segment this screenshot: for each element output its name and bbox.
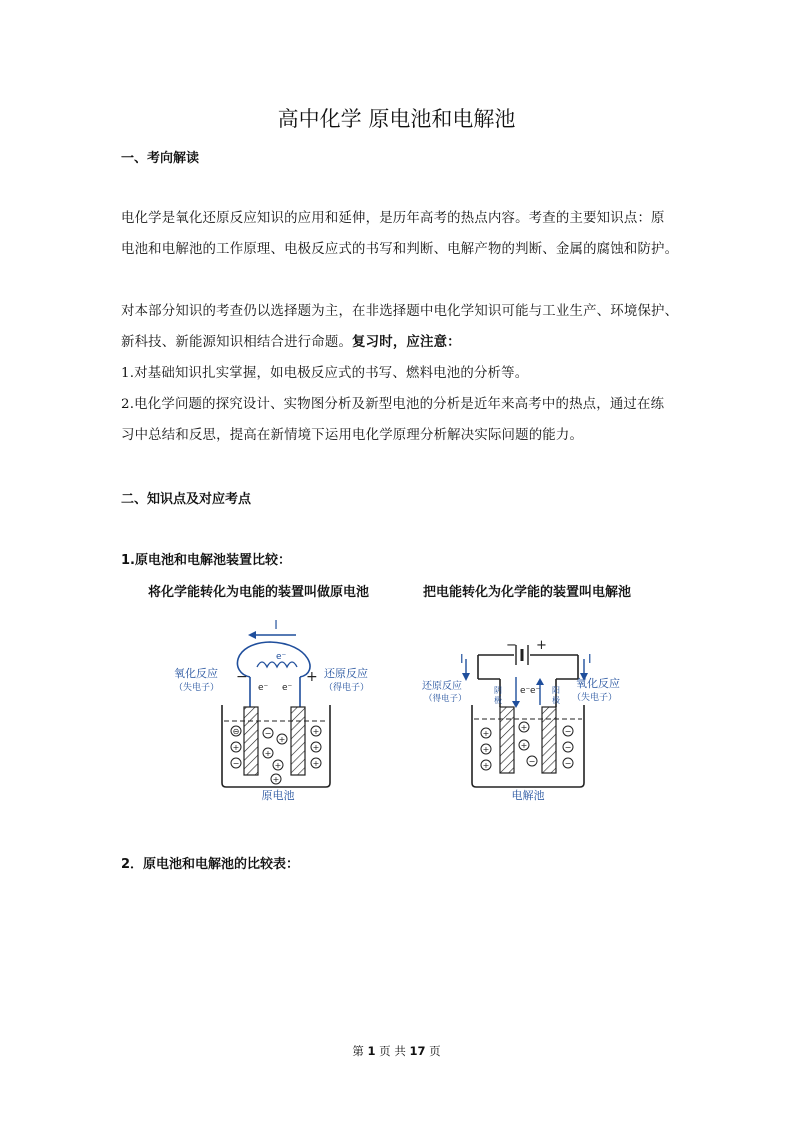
coil bbox=[257, 662, 297, 667]
svg-text:+: + bbox=[312, 759, 320, 768]
electron-right-label: e⁻ bbox=[530, 686, 541, 696]
cathode-electrode bbox=[291, 707, 305, 775]
anode-electrode bbox=[542, 707, 556, 773]
footer-prefix: 第 bbox=[352, 1044, 364, 1058]
electrolytic-cell-diagram bbox=[420, 615, 650, 805]
svg-text:+: + bbox=[520, 741, 528, 750]
footer-page-number: 1 bbox=[367, 1044, 376, 1058]
electron-top-label: e⁻ bbox=[276, 652, 287, 662]
positive-sign: + bbox=[536, 638, 547, 653]
paragraph-2-line-1: 对本部分知识的考查仍以选择题为主，在非选择题中电化学知识可能与工业生产、环境保护、 bbox=[121, 304, 679, 319]
svg-text:−: − bbox=[564, 743, 572, 752]
svg-text:+: + bbox=[232, 743, 240, 752]
paragraph-2-plain: 新科技、新能源知识相结合进行命题。 bbox=[121, 335, 353, 350]
section-1-heading: 一、考向解读 bbox=[121, 151, 200, 166]
cathode-label-1: 阴 bbox=[494, 686, 502, 695]
svg-text:−: − bbox=[564, 759, 572, 768]
cathode-label-2: 极 bbox=[494, 696, 502, 705]
cathode-electrode bbox=[500, 707, 514, 773]
svg-text:+: + bbox=[264, 749, 272, 758]
svg-text:−: − bbox=[264, 729, 272, 738]
oxidation-label: 氧化反应 bbox=[174, 667, 218, 680]
anode-label-1: 阳 bbox=[552, 686, 560, 695]
galvanic-cell-name: 原电池 bbox=[261, 789, 295, 802]
anode-electrode bbox=[244, 707, 258, 775]
subheading-comparison: 1.原电池和电解池装置比较： bbox=[121, 553, 291, 568]
reduction-note: （得电子） bbox=[324, 683, 370, 693]
svg-text:−: − bbox=[528, 757, 536, 766]
current-right-label: I bbox=[588, 652, 592, 666]
reduction-label: 还原反应 bbox=[324, 667, 368, 680]
svg-text:−: − bbox=[232, 759, 240, 768]
negative-sign: − bbox=[236, 669, 248, 685]
svg-text:+: + bbox=[278, 735, 286, 744]
electron-right-label: e⁻ bbox=[282, 683, 293, 693]
electron-left-label: e⁻ bbox=[520, 686, 531, 696]
caption-galvanic: 将化学能转化为电能的装置叫做原电池 bbox=[148, 585, 370, 600]
svg-text:+: + bbox=[482, 745, 490, 754]
external-wire bbox=[237, 642, 310, 677]
paragraph-2-line-2 bbox=[121, 331, 461, 350]
footer-suffix: 页 bbox=[429, 1044, 441, 1058]
reduction-label: 还原反应 bbox=[422, 681, 462, 692]
svg-text:+: + bbox=[274, 761, 282, 770]
positive-sign: + bbox=[306, 669, 318, 685]
svg-text:+: + bbox=[482, 761, 490, 770]
galvanic-cell-diagram bbox=[160, 615, 390, 805]
svg-text:+: + bbox=[272, 775, 280, 784]
negative-sign: − bbox=[506, 638, 517, 653]
oxidation-label: 氧化反应 bbox=[576, 677, 620, 690]
page-footer bbox=[0, 1043, 793, 1059]
svg-text:+: + bbox=[312, 727, 320, 736]
svg-text:+: + bbox=[482, 729, 490, 738]
svg-text:−: − bbox=[564, 727, 572, 736]
svg-text:+: + bbox=[312, 743, 320, 752]
review-note: 复习时，应注意： bbox=[352, 335, 461, 350]
page-title: 高中化学 原电池和电解池 bbox=[277, 107, 516, 131]
electrolytic-cell-name: 电解池 bbox=[511, 789, 545, 802]
reduction-note: （得电子） bbox=[424, 694, 467, 704]
svg-text:⊖: ⊖ bbox=[232, 727, 240, 736]
footer-total-pages: 17 bbox=[409, 1044, 426, 1058]
list-item-2-line-2: 习中总结和反思，提高在新情境下运用电化学原理分析解决实际问题的能力。 bbox=[121, 428, 584, 443]
current-label: I bbox=[274, 618, 278, 632]
paragraph-1-line-1: 电化学是氧化还原反应知识的应用和延伸，是历年高考的热点内容。考查的主要知识点：原 bbox=[121, 211, 665, 226]
oxidation-note: （失电子） bbox=[572, 693, 618, 703]
subheading-table: 2．原电池和电解池的比较表： bbox=[121, 857, 300, 872]
anode-label-2: 极 bbox=[552, 696, 560, 705]
oxidation-note: （失电子） bbox=[174, 683, 220, 693]
current-left-label: I bbox=[460, 652, 464, 666]
caption-electrolytic: 把电能转化为化学能的装置叫电解池 bbox=[423, 585, 632, 600]
electron-left-label: e⁻ bbox=[258, 683, 269, 693]
paragraph-1-line-2: 电池和电解池的工作原理、电极反应式的书写和判断、电解产物的判断、金属的腐蚀和防护。 bbox=[121, 242, 679, 257]
list-item-2-line-1: 2.电化学问题的探究设计、实物图分析及新型电池的分析是近年来高考中的热点，通过在练 bbox=[121, 397, 665, 412]
list-item-1: 1.对基础知识扎实掌握，如电极反应式的书写、燃料电池的分析等。 bbox=[121, 366, 529, 381]
footer-middle: 页 共 bbox=[379, 1044, 406, 1058]
section-2-heading: 二、知识点及对应考点 bbox=[121, 492, 252, 507]
svg-text:+: + bbox=[520, 723, 528, 732]
